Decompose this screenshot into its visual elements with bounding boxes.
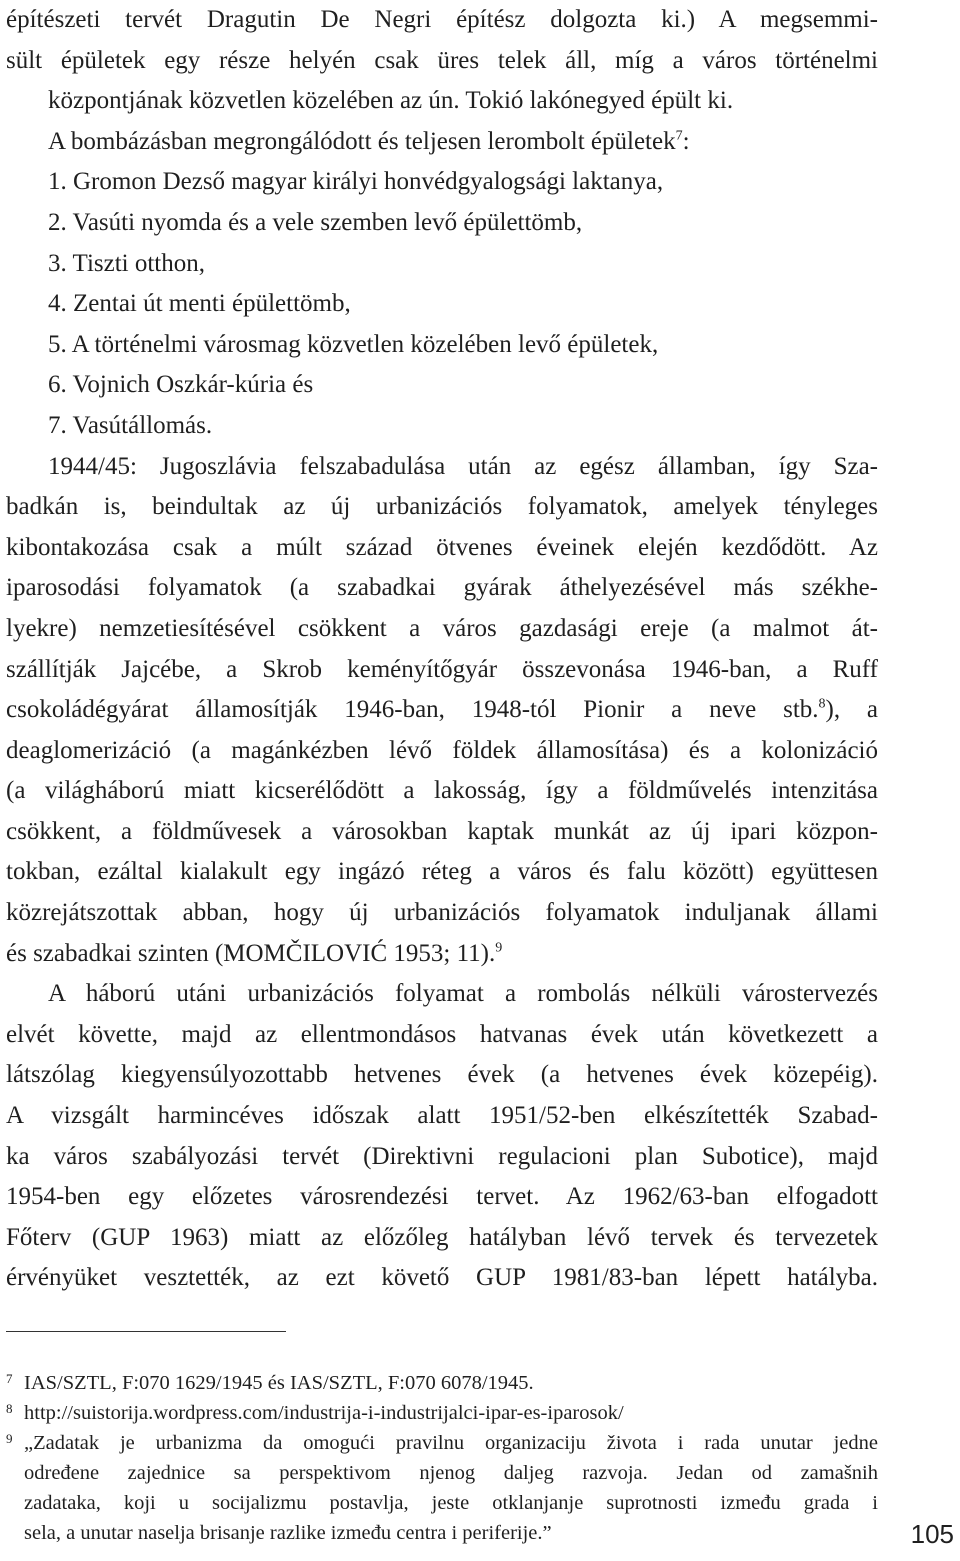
text-line: látszólag kiegyensúlyozottabb hetvenes évek (a hetvenes évek közepéig). <box>6 1061 878 1089</box>
text-line: érvényüket vesztették, az ezt követő GUP 1981/83-ban lépett hatályba. <box>6 1264 878 1292</box>
list-item: 2. Vasúti nyomda és a vele szemben levő épülettömb, <box>48 208 583 236</box>
list-item: 1. Gromon Dezső magyar királyi honvédgyalogsági laktanya, <box>48 168 664 196</box>
text-line: ka város szabályozási tervét (Direktivni regulacioni plan Subotice), majd <box>6 1142 878 1170</box>
list-heading <box>6 122 878 163</box>
text-segment: és szabadkai szinten (MOMČILOVIĆ 1953; 11). <box>6 939 496 967</box>
page-number: 105 <box>910 1519 954 1549</box>
text-line: közrejátszottak abban, hogy új urbanizációs folyamatok induljanak állami <box>6 899 878 927</box>
list-item: 4. Zentai út menti épülettömb, <box>48 290 351 318</box>
footnote-ref-9: 9 <box>495 940 503 956</box>
text-line-with-ref <box>6 934 878 975</box>
footnotes <box>6 1368 878 1548</box>
footnote-text: sela, a unutar naselja brisanje razlike između centra i periferije.” <box>24 1522 552 1544</box>
footnote-text: određene zajednice sa perspektivom njenog daljeg razvoja. Jedan od zamašnih <box>24 1462 878 1484</box>
footnote-ref-8: 8 <box>818 696 826 712</box>
text-line: 1944/45: Jugoszlávia felszabadulása után az egész államban, így Sza- <box>48 452 878 480</box>
text-line: 1954-ben egy előzetes városrendezési tervet. Az 1962/63-ban elfogadott <box>6 1183 878 1211</box>
footnote-7 <box>6 1368 878 1398</box>
list-item: 5. A történelmi városmag közvetlen közelében levő épületek, <box>48 330 659 358</box>
footnote-number: 7 <box>6 1371 13 1386</box>
text-line: építészeti tervét Dragutin De Negri építész dolgozta ki.) A megsemmi- <box>6 6 878 33</box>
text-line: (a világháború miatt kicserélődött a lakosság, így a földművelés intenzitása <box>6 777 878 805</box>
list-item: 6. Vojnich Oszkár-kúria és <box>48 371 314 399</box>
text-line: csökkent, a földművesek a városokban kaptak munkát az új ipari közpon- <box>6 817 878 845</box>
text-segment: csokoládégyárat államosítják 1946-ban, 1948-tól Pionir a neve stb. <box>6 696 819 724</box>
text-segment: ), a <box>825 696 878 724</box>
text-line: központjának közvetlen közelében az ún. Tokió lakónegyed épült ki. <box>48 87 734 115</box>
text-line: kibontakozása csak a múlt század ötvenes éveinek elején kezdődött. Az <box>6 533 878 561</box>
text-line: elvét követte, majd az ellentmondásos hatvanas évek után következett a <box>6 1020 878 1048</box>
footnote-text: „Zadatak je urbanizma da omogući pravilnu organizaciju života i rada unutar jedne <box>24 1432 878 1454</box>
footnote-separator <box>6 1331 286 1332</box>
body-text <box>6 0 878 1299</box>
footnote-ref-7: 7 <box>675 128 683 144</box>
text-line: szállítják Jajcébe, a Skrob keményítőgyár összevonása 1946-ban, a Ruff <box>6 655 878 683</box>
list-item: 3. Tiszti otthon, <box>48 249 205 277</box>
footnote-text: IAS/SZTL, F:070 1629/1945 és IAS/SZTL, F:070 6078/1945. <box>24 1372 534 1394</box>
text-line-with-ref <box>6 690 878 731</box>
footnote-text: zadataka, koji u socijalizmu postavlja, jeste otklanjanje suprotnosti između grada i <box>24 1492 878 1514</box>
footnote-8 <box>6 1398 878 1428</box>
text-line: sült épületek egy része helyén csak üres telek áll, míg a város történelmi <box>6 46 878 74</box>
footnote-number: 9 <box>6 1431 13 1446</box>
list-heading-colon: : <box>682 127 690 155</box>
text-line: deaglomerizáció (a magánkézben lévő földek államosítása) és a kolonizáció <box>6 736 878 764</box>
list-item: 7. Vasútállomás. <box>48 411 213 439</box>
text-line: Főterv (GUP 1963) miatt az előzőleg hatályban lévő tervek és tervezetek <box>6 1223 878 1251</box>
list-heading-text: A bombázásban megrongálódott és teljesen lerombolt épületek <box>48 127 676 155</box>
text-line: tokban, ezáltal kialakult egy ingázó réteg a város és falu között) együttesen <box>6 858 878 886</box>
footnote-link[interactable]: http://suistorija.wordpress.com/industrija-i-industrijalci-ipar-es-iparosok/ <box>24 1402 624 1424</box>
text-line: A vizsgált harmincéves időszak alatt 1951/52-ben elkészítették Szabad- <box>6 1102 878 1130</box>
text-line: badkán is, beindultak az új urbanizációs folyamatok, amelyek tényleges <box>6 493 878 521</box>
text-line: lyekre) nemzetiesítésével csökkent a város gazdasági ereje (a malmot át- <box>6 614 878 642</box>
footnote-number: 8 <box>6 1401 13 1416</box>
page-content <box>6 0 878 1299</box>
footnote-9 <box>6 1428 878 1548</box>
text-line: A háború utáni urbanizációs folyamat a rombolás nélküli várostervezés <box>48 980 878 1008</box>
text-line: iparosodási folyamatok (a szabadkai gyárak áthelyezésével más székhe- <box>6 574 878 602</box>
